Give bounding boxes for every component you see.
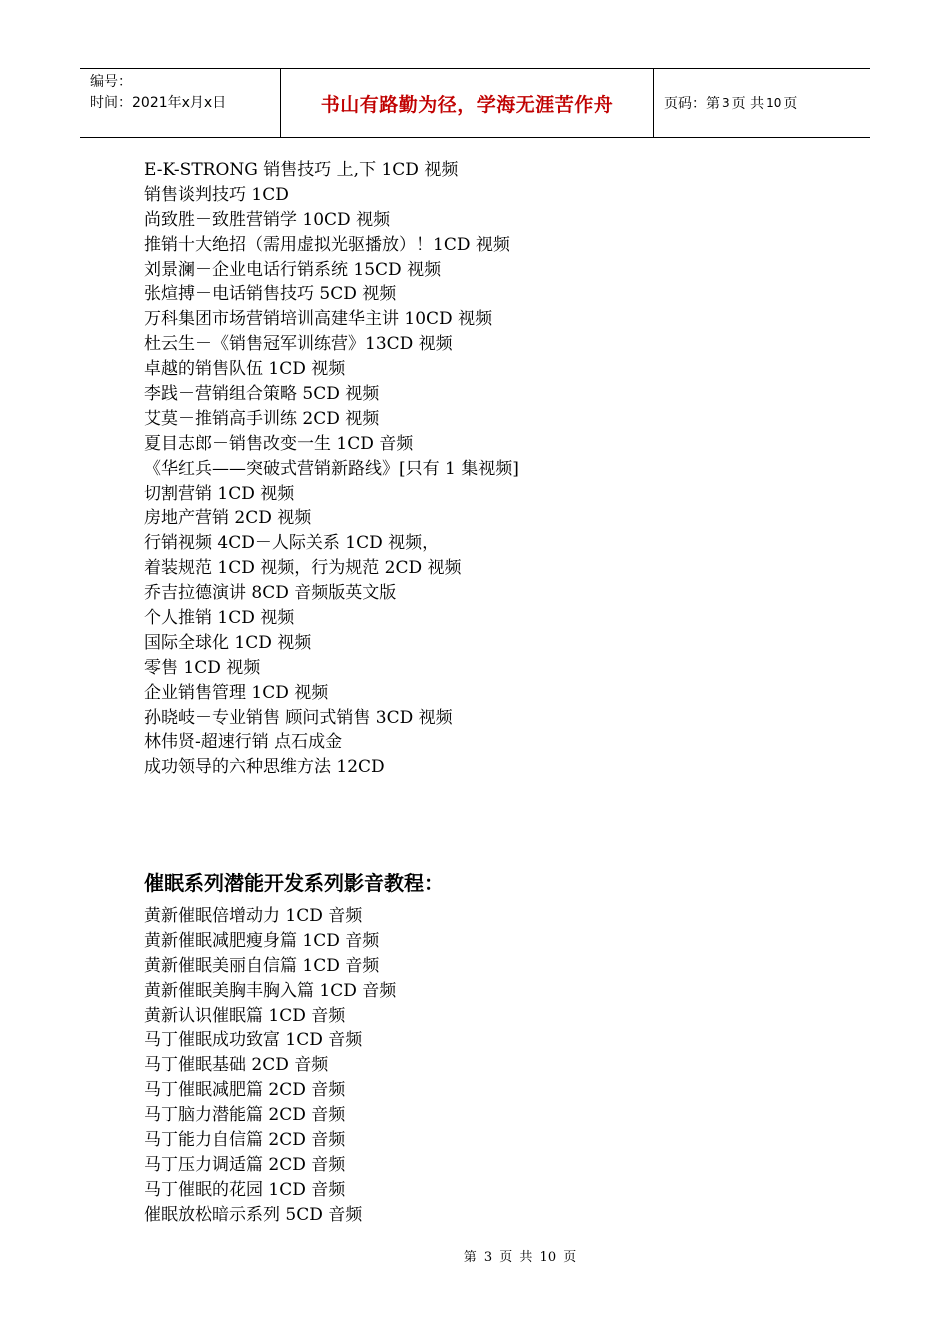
header-motto: 书山有路勤为径，学海无涯苦作舟 — [281, 69, 654, 137]
list-item: 零售 1CD 视频 — [144, 657, 261, 678]
list-item: 《华红兵——突破式营销新路线》[只有 1 集视频] — [144, 458, 519, 479]
document-number-label: 编号： — [90, 74, 132, 90]
list-item: 黄新催眠美丽自信篇 1CD 音频 — [144, 955, 380, 976]
list-item: 着装规范 1CD 视频，行为规范 2CD 视频 — [144, 558, 462, 579]
page-header — [80, 68, 870, 138]
list-item: 尚致胜－致胜营销学 10CD 视频 — [144, 209, 391, 230]
list-item: 个人推销 1CD 视频 — [144, 608, 295, 629]
page-prefix: 页码：第 — [664, 96, 720, 112]
list-item: 行销视频 4CD－人际关系 1CD 视频， — [144, 533, 440, 554]
list-item: 杜云生－《销售冠军训练营》13CD 视频 — [144, 334, 453, 355]
list-item: 黄新催眠美胸丰胸入篇 1CD 音频 — [144, 980, 397, 1001]
list-item: 马丁催眠基础 2CD 音频 — [144, 1055, 329, 1076]
page-footer: 第 3 页 共 10 页 — [463, 1250, 577, 1265]
page-suffix: 页 — [783, 96, 798, 112]
list-item: 房地产营销 2CD 视频 — [144, 508, 312, 529]
list-item: 卓越的销售队伍 1CD 视频 — [144, 359, 346, 380]
list-item: 万科集团市场营销培训高建华主讲 10CD 视频 — [144, 309, 493, 330]
list-item: 马丁催眠的花园 1CD 音频 — [144, 1179, 346, 1200]
list-item: 马丁催眠减肥篇 2CD 音频 — [144, 1080, 346, 1101]
list-item: 销售谈判技巧 1CD — [144, 184, 289, 205]
list-item: 艾莫－推销高手训练 2CD 视频 — [144, 408, 380, 429]
section-heading: 催眠系列潜能开发系列影音教程： — [144, 871, 444, 895]
list-item: 黄新催眠减肥瘦身篇 1CD 音频 — [144, 930, 380, 951]
list-item: 马丁催眠成功致富 1CD 音频 — [144, 1030, 363, 1051]
list-item: 夏目志郎－销售改变一生 1CD 音频 — [144, 433, 414, 454]
list-item: 孙晓岐－专业销售 顾问式销售 3CD 视频 — [144, 707, 453, 728]
page-mid: 页 共 — [731, 96, 765, 112]
sales-course-section — [144, 158, 844, 780]
list-item: 马丁脑力潜能篇 2CD 音频 — [144, 1105, 346, 1126]
sales-course-list — [144, 158, 844, 780]
list-item: 企业销售管理 1CD 视频 — [144, 682, 329, 703]
list-item: 切割营销 1CD 视频 — [144, 483, 295, 504]
list-item: 黄新催眠倍增动力 1CD 音频 — [144, 906, 363, 926]
header-info — [80, 69, 281, 137]
document-time-label: 时间：2021年x月x日 — [90, 95, 227, 111]
list-item: 马丁能力自信篇 2CD 音频 — [144, 1130, 346, 1151]
list-item: 催眠放松暗示系列 5CD 音频 — [144, 1204, 363, 1225]
list-item: E-K-STRONG 销售技巧 上,下 1CD 视频 — [144, 160, 459, 180]
list-item: 刘景澜－企业电话行销系统 15CD 视频 — [144, 259, 442, 280]
header-page-info — [654, 69, 870, 137]
page-total: 10 — [766, 96, 782, 110]
list-item: 国际全球化 1CD 视频 — [144, 632, 312, 653]
list-item: 李践－营销组合策略 5CD 视频 — [144, 384, 380, 405]
hypnosis-course-section — [144, 904, 844, 1228]
list-item: 成功领导的六种思维方法 12CD — [144, 757, 385, 778]
list-item: 张煊搏－电话销售技巧 5CD 视频 — [144, 284, 397, 305]
list-item: 马丁压力调适篇 2CD 音频 — [144, 1154, 346, 1175]
list-item: 推销十大绝招（需用虚拟光驱播放）！1CD 视频 — [144, 234, 510, 255]
page-current: 3 — [722, 96, 730, 110]
list-item: 林伟贤-超速行销 点石成金 — [144, 732, 343, 753]
list-item: 乔吉拉德演讲 8CD 音频版英文版 — [144, 583, 397, 604]
list-item: 黄新认识催眠篇 1CD 音频 — [144, 1005, 346, 1026]
hypnosis-course-list — [144, 904, 844, 1228]
